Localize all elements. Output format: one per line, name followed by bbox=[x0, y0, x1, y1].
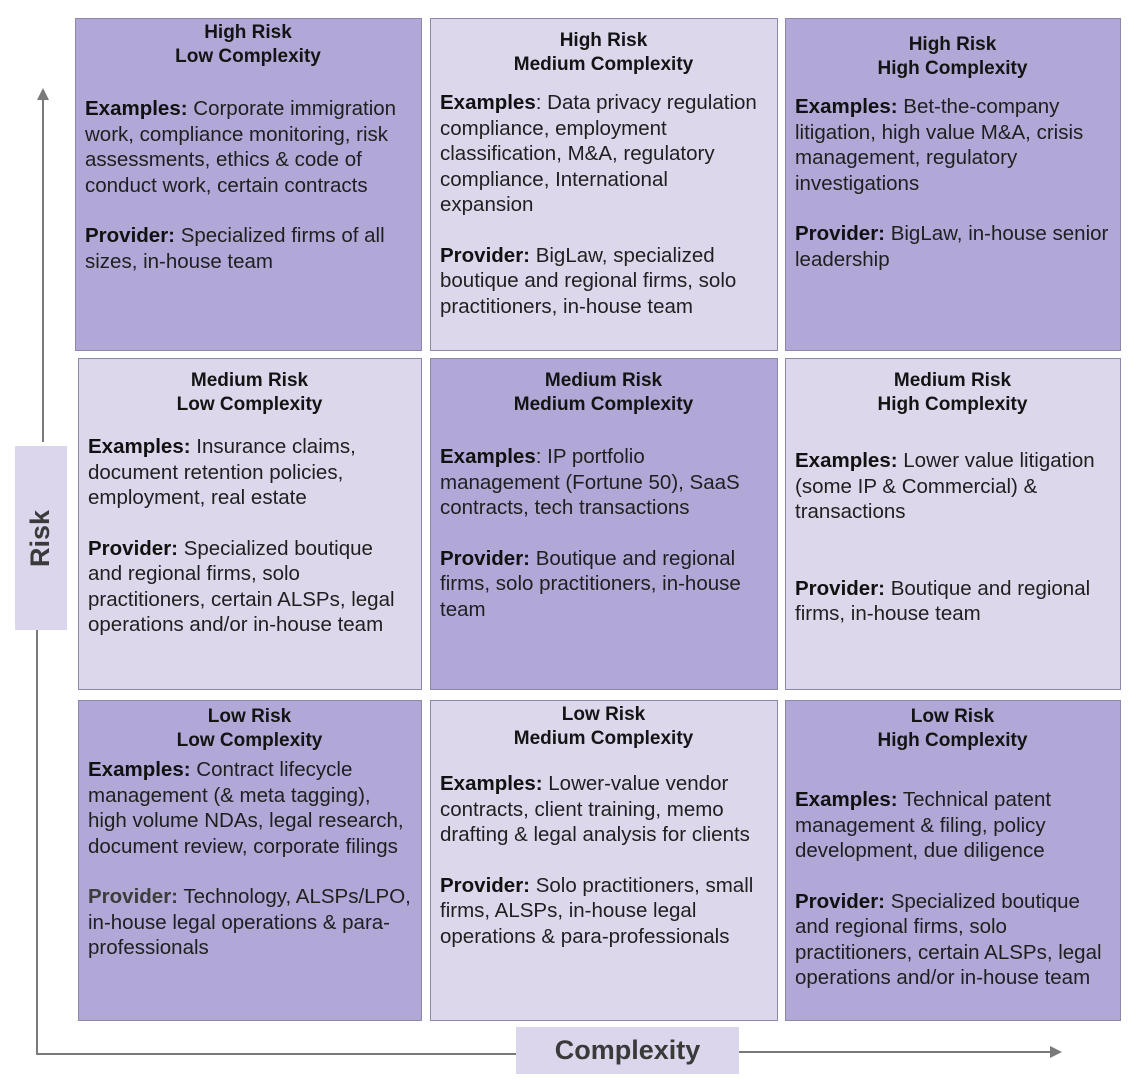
risk-level: Medium Risk bbox=[893, 370, 1012, 391]
examples-text: Examples: Data privacy regulation compliance, employment classification, M&A, regulatory compliance, International expansion bbox=[440, 91, 757, 216]
provider-label: Provider: bbox=[88, 536, 178, 560]
provider-label: Provider: bbox=[85, 224, 175, 247]
complexity-level: High Complexity bbox=[877, 730, 1028, 751]
examples-label: Examples bbox=[440, 91, 536, 114]
provider-text bbox=[440, 546, 767, 623]
examples-label: Examples bbox=[440, 445, 536, 468]
complexity-level: High Complexity bbox=[877, 58, 1028, 79]
cell-title bbox=[440, 29, 767, 77]
examples-text bbox=[795, 448, 1110, 525]
cell-low-risk-high-complexity bbox=[785, 700, 1121, 1021]
x-axis-line-left bbox=[36, 1053, 516, 1055]
examples-value: Lower value litigation (some IP & Commercial) & transactions bbox=[795, 449, 1095, 523]
provider-label: Provider: bbox=[440, 243, 530, 267]
cell-title bbox=[795, 33, 1110, 81]
risk-level: Low Risk bbox=[207, 706, 292, 727]
provider-text bbox=[88, 884, 411, 961]
provider-text bbox=[795, 889, 1110, 991]
provider-value: Specialized boutique and regional firms, solo practitioners, certain ALSPs, legal operations and/or in-house team bbox=[88, 536, 395, 636]
cell-medium-risk-medium-complexity bbox=[430, 358, 778, 690]
examples-value: Lower-value vendor contracts, client training, memo drafting & legal analysis for clients bbox=[440, 772, 750, 846]
complexity-level: Medium Complexity bbox=[513, 728, 694, 749]
cell-title bbox=[88, 705, 411, 753]
examples-value: Contract lifecycle management (& meta tagging), high volume NDAs, legal research, document review, corporate filings bbox=[88, 758, 404, 858]
provider-value: Boutique and regional firms, in-house team bbox=[795, 576, 1091, 625]
provider-label: Provider: bbox=[440, 546, 530, 570]
examples-text: Examples: IP portfolio management (Fortune 50), SaaS contracts, tech transactions bbox=[440, 445, 740, 519]
examples-text bbox=[795, 94, 1110, 196]
examples-text bbox=[440, 771, 767, 848]
cell-title bbox=[795, 369, 1110, 417]
examples-value: Corporate immigration work, compliance monitoring, risk assessments, ethics & code of conduct work, certain contracts bbox=[85, 97, 397, 197]
provider-label: Provider: bbox=[440, 873, 530, 897]
examples-value: Insurance claims, document retention policies, employment, real estate bbox=[88, 435, 356, 509]
cell-high-risk-medium-complexity bbox=[430, 18, 778, 351]
x-axis-arrow-icon bbox=[1050, 1046, 1062, 1058]
cell-high-risk-high-complexity bbox=[785, 18, 1121, 351]
risk-level: Medium Risk bbox=[190, 370, 309, 391]
y-axis-label-text: Risk bbox=[25, 509, 56, 567]
complexity-level: High Complexity bbox=[877, 394, 1028, 415]
provider-text bbox=[795, 576, 1110, 627]
complexity-level: Medium Complexity bbox=[513, 394, 694, 415]
risk-level: Medium Risk bbox=[544, 370, 663, 391]
y-axis-line-bottom bbox=[36, 630, 38, 1054]
provider-value: BigLaw, specialized boutique and regional firms, solo practitioners, in-house team bbox=[440, 243, 737, 318]
provider-value: Solo practitioners, small firms, ALSPs, in-house legal operations & para-professionals bbox=[440, 873, 754, 948]
examples-text bbox=[795, 787, 1110, 864]
cell-low-risk-low-complexity bbox=[78, 700, 422, 1021]
examples-text bbox=[85, 96, 411, 198]
examples-value: Data privacy regulation compliance, employment classification, M&A, regulatory compliance, International expansion bbox=[440, 91, 757, 216]
provider-text bbox=[795, 221, 1110, 272]
cell-title bbox=[440, 369, 767, 417]
provider-text bbox=[85, 223, 411, 274]
cell-title bbox=[88, 369, 411, 417]
provider-text bbox=[440, 873, 767, 950]
examples-value: Technical patent management & filing, policy development, due diligence bbox=[795, 788, 1052, 862]
x-axis-label bbox=[516, 1027, 739, 1074]
risk-level: High Risk bbox=[204, 22, 292, 43]
provider-value: Technology, ALSPs/LPO, in-house legal operations & para-professionals bbox=[88, 885, 411, 959]
provider-label: Provider: bbox=[795, 222, 885, 245]
provider-label: Provider: bbox=[795, 889, 885, 913]
examples-label: Examples: bbox=[795, 449, 898, 472]
x-axis-label-text: Complexity bbox=[554, 1035, 701, 1065]
examples-value: IP portfolio management (Fortune 50), SaaS contracts, tech transactions bbox=[440, 445, 740, 519]
examples-label: Examples: bbox=[85, 97, 188, 120]
examples-text bbox=[88, 434, 411, 511]
examples-value: Bet-the-company litigation, high value M&A, crisis management, regulatory investigations bbox=[795, 95, 1084, 195]
examples-label: Examples: bbox=[795, 95, 898, 118]
risk-level: Low Risk bbox=[561, 704, 646, 725]
complexity-level: Low Complexity bbox=[175, 46, 321, 67]
cell-title bbox=[85, 21, 411, 69]
cell-low-risk-medium-complexity bbox=[430, 700, 778, 1021]
x-axis-line-right bbox=[738, 1051, 1050, 1053]
provider-value: Boutique and regional firms, solo practitioners, in-house team bbox=[440, 546, 741, 621]
provider-value: BigLaw, in-house senior leadership bbox=[795, 222, 1109, 271]
y-axis-arrow-icon bbox=[37, 88, 49, 100]
complexity-level: Low Complexity bbox=[176, 394, 323, 415]
cell-medium-risk-low-complexity bbox=[78, 358, 422, 690]
cell-medium-risk-high-complexity bbox=[785, 358, 1121, 690]
provider-text bbox=[88, 536, 411, 638]
cell-high-risk-low-complexity bbox=[75, 18, 422, 351]
provider-label: Provider: bbox=[795, 576, 885, 600]
examples-label: Examples: bbox=[88, 435, 191, 458]
complexity-level: Medium Complexity bbox=[513, 54, 694, 75]
examples-label: Examples: bbox=[440, 772, 543, 795]
provider-label: Provider: bbox=[88, 885, 178, 908]
complexity-level: Low Complexity bbox=[176, 730, 323, 751]
cell-title bbox=[795, 705, 1110, 753]
y-axis-label bbox=[15, 446, 67, 630]
risk-level: Low Risk bbox=[910, 706, 995, 727]
provider-text bbox=[440, 243, 767, 320]
y-axis-line-top bbox=[42, 98, 44, 442]
risk-level: High Risk bbox=[908, 34, 997, 55]
risk-level: High Risk bbox=[559, 30, 648, 51]
examples-text bbox=[88, 757, 411, 859]
provider-value: Specialized firms of all sizes, in-house team bbox=[85, 224, 385, 273]
examples-label: Examples: bbox=[795, 788, 898, 811]
provider-value: Specialized boutique and regional firms, solo practitioners, certain ALSPs, legal operations and/or in-house team bbox=[795, 889, 1102, 989]
examples-label: Examples: bbox=[88, 758, 191, 781]
cell-title bbox=[440, 703, 767, 751]
